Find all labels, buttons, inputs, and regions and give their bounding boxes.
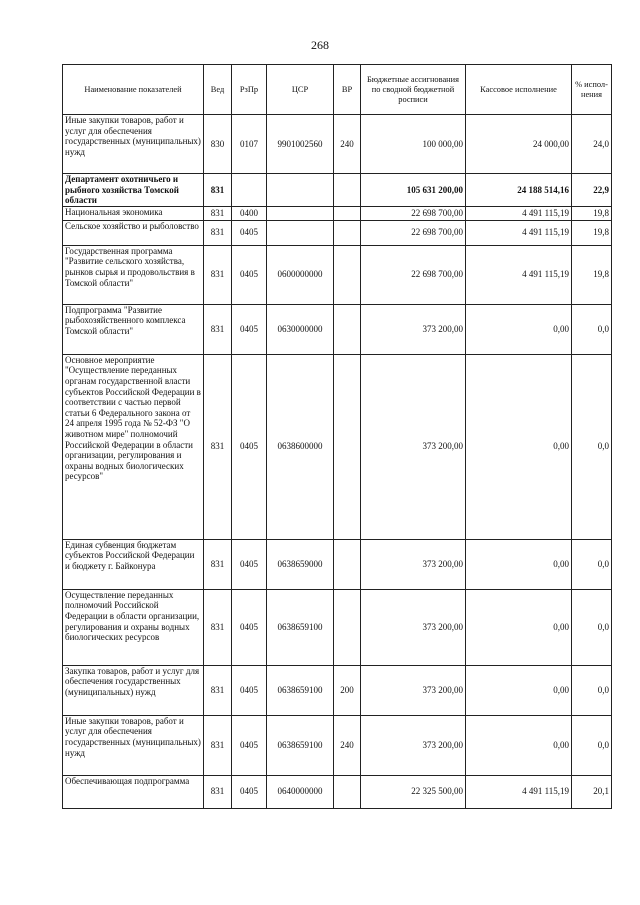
- cell-rzpr: 0405: [232, 775, 267, 808]
- header-vr: ВР: [334, 65, 361, 115]
- cell-rzpr: 0405: [232, 354, 267, 539]
- cell-budget: 373 200,00: [361, 665, 466, 715]
- cell-budget: 100 000,00: [361, 115, 466, 174]
- cell-csr: 0638659100: [267, 715, 334, 775]
- cell-name: Национальная экономика: [63, 206, 204, 220]
- header-budget: Бюджетные ассигнования по сводной бюджетной росписи: [361, 65, 466, 115]
- cell-percent: 0,0: [572, 665, 612, 715]
- table-body: [63, 115, 612, 809]
- cell-ved: 831: [204, 174, 232, 207]
- cell-rzpr: 0405: [232, 304, 267, 354]
- cell-cash: 0,00: [466, 715, 572, 775]
- cell-csr: [267, 220, 334, 245]
- cell-budget: 373 200,00: [361, 354, 466, 539]
- cell-csr: 0638659100: [267, 589, 334, 665]
- cell-cash: 4 491 115,19: [466, 220, 572, 245]
- table-row: [63, 245, 612, 304]
- cell-csr: 0600000000: [267, 245, 334, 304]
- cell-budget: 373 200,00: [361, 304, 466, 354]
- cell-budget: 373 200,00: [361, 539, 466, 589]
- cell-csr: 0638659000: [267, 539, 334, 589]
- cell-cash: 4 491 115,19: [466, 775, 572, 808]
- cell-name: Закупка товаров, работ и услуг для обеспечения государственных (муниципальных) нужд: [63, 665, 204, 715]
- cell-name: Обеспечивающая подпрограмма: [63, 775, 204, 808]
- cell-cash: 24 188 514,16: [466, 174, 572, 207]
- cell-percent: 24,0: [572, 115, 612, 174]
- cell-vr: [334, 220, 361, 245]
- cell-rzpr: 0405: [232, 245, 267, 304]
- cell-vr: 240: [334, 115, 361, 174]
- cell-vr: 240: [334, 715, 361, 775]
- cell-cash: 0,00: [466, 539, 572, 589]
- cell-ved: 831: [204, 665, 232, 715]
- cell-ved: 831: [204, 589, 232, 665]
- cell-ved: 831: [204, 206, 232, 220]
- cell-budget: 105 631 200,00: [361, 174, 466, 207]
- table-row: [63, 304, 612, 354]
- cell-vr: [334, 245, 361, 304]
- cell-percent: 22,9: [572, 174, 612, 207]
- budget-table: [62, 64, 612, 809]
- cell-name: Государственная программа "Развитие сельского хозяйства, рынков сырья и продовольствия в Томской области": [63, 245, 204, 304]
- cell-csr: 0630000000: [267, 304, 334, 354]
- cell-vr: [334, 174, 361, 207]
- cell-rzpr: 0405: [232, 220, 267, 245]
- cell-percent: 19,8: [572, 206, 612, 220]
- cell-budget: 373 200,00: [361, 589, 466, 665]
- cell-ved: 831: [204, 220, 232, 245]
- table-row: [63, 115, 612, 174]
- cell-csr: 0638659100: [267, 665, 334, 715]
- page-number: 268: [311, 38, 329, 52]
- cell-name: Осуществление переданных полномочий Российской Федерации в области организации, регулирования и охраны водных биологических ресурсов: [63, 589, 204, 665]
- cell-name: Иные закупки товаров, работ и услуг для обеспечения государственных (муниципальных) нужд: [63, 715, 204, 775]
- cell-name: Сельское хозяйство и рыболовство: [63, 220, 204, 245]
- table-row: [63, 174, 612, 207]
- cell-ved: 831: [204, 715, 232, 775]
- cell-ved: 830: [204, 115, 232, 174]
- cell-rzpr: 0400: [232, 206, 267, 220]
- cell-percent: 0,0: [572, 304, 612, 354]
- cell-cash: 0,00: [466, 354, 572, 539]
- cell-vr: [334, 539, 361, 589]
- header-ved: Вед: [204, 65, 232, 115]
- cell-percent: 0,0: [572, 354, 612, 539]
- table-row: [63, 775, 612, 808]
- cell-ved: 831: [204, 539, 232, 589]
- cell-rzpr: 0405: [232, 665, 267, 715]
- cell-csr: 0640000000: [267, 775, 334, 808]
- cell-csr: 9901002560: [267, 115, 334, 174]
- cell-percent: 19,8: [572, 220, 612, 245]
- cell-budget: 22 698 700,00: [361, 220, 466, 245]
- cell-percent: 0,0: [572, 589, 612, 665]
- cell-ved: 831: [204, 775, 232, 808]
- header-csr: ЦСР: [267, 65, 334, 115]
- header-name: Наименование показателей: [63, 65, 204, 115]
- cell-vr: [334, 206, 361, 220]
- cell-cash: 4 491 115,19: [466, 206, 572, 220]
- table-row: [63, 665, 612, 715]
- table-row: [63, 589, 612, 665]
- cell-cash: 4 491 115,19: [466, 245, 572, 304]
- cell-rzpr: 0405: [232, 715, 267, 775]
- cell-name: Основное мероприятие "Осуществление переданных органам государственной власти субъектов Российской Федерации в соответствии с частью первой статьи 6 Федерального закона от 24 апреля 1995 года № 52-ФЗ "О животном мире" полномочий Российской Федерации в области организации, регулирования и охраны водных биологических ресурсов": [63, 354, 204, 539]
- cell-cash: 0,00: [466, 589, 572, 665]
- cell-name: Подпрограмма "Развитие рыбохозяйственного комплекса Томской области": [63, 304, 204, 354]
- cell-budget: 373 200,00: [361, 715, 466, 775]
- cell-budget: 22 698 700,00: [361, 245, 466, 304]
- cell-ved: 831: [204, 354, 232, 539]
- cell-budget: 22 698 700,00: [361, 206, 466, 220]
- cell-csr: [267, 174, 334, 207]
- cell-name: Единая субвенция бюджетам субъектов Российской Федерации и бюджету г. Байконура: [63, 539, 204, 589]
- cell-percent: 0,0: [572, 539, 612, 589]
- cell-rzpr: 0107: [232, 115, 267, 174]
- cell-vr: 200: [334, 665, 361, 715]
- table-row: [63, 539, 612, 589]
- cell-percent: 19,8: [572, 245, 612, 304]
- cell-csr: 0638600000: [267, 354, 334, 539]
- table-row: [63, 354, 612, 539]
- cell-rzpr: 0405: [232, 589, 267, 665]
- cell-cash: 0,00: [466, 304, 572, 354]
- cell-csr: [267, 206, 334, 220]
- cell-cash: 0,00: [466, 665, 572, 715]
- cell-rzpr: [232, 174, 267, 207]
- header-percent: % испол-нения: [572, 65, 612, 115]
- cell-ved: 831: [204, 304, 232, 354]
- header-cash: Кассовое исполнение: [466, 65, 572, 115]
- table-row: [63, 715, 612, 775]
- table-row: [63, 206, 612, 220]
- cell-name: Иные закупки товаров, работ и услуг для обеспечения государственных (муниципальных) нужд: [63, 115, 204, 174]
- cell-vr: [334, 775, 361, 808]
- header-rzpr: РзПр: [232, 65, 267, 115]
- cell-rzpr: 0405: [232, 539, 267, 589]
- cell-vr: [334, 354, 361, 539]
- table-row: [63, 220, 612, 245]
- cell-vr: [334, 304, 361, 354]
- table-header-row: [63, 65, 612, 115]
- cell-vr: [334, 589, 361, 665]
- cell-budget: 22 325 500,00: [361, 775, 466, 808]
- cell-name: Департамент охотничьего и рыбного хозяйства Томской области: [63, 174, 204, 207]
- cell-percent: 20,1: [572, 775, 612, 808]
- cell-ved: 831: [204, 245, 232, 304]
- cell-percent: 0,0: [572, 715, 612, 775]
- cell-cash: 24 000,00: [466, 115, 572, 174]
